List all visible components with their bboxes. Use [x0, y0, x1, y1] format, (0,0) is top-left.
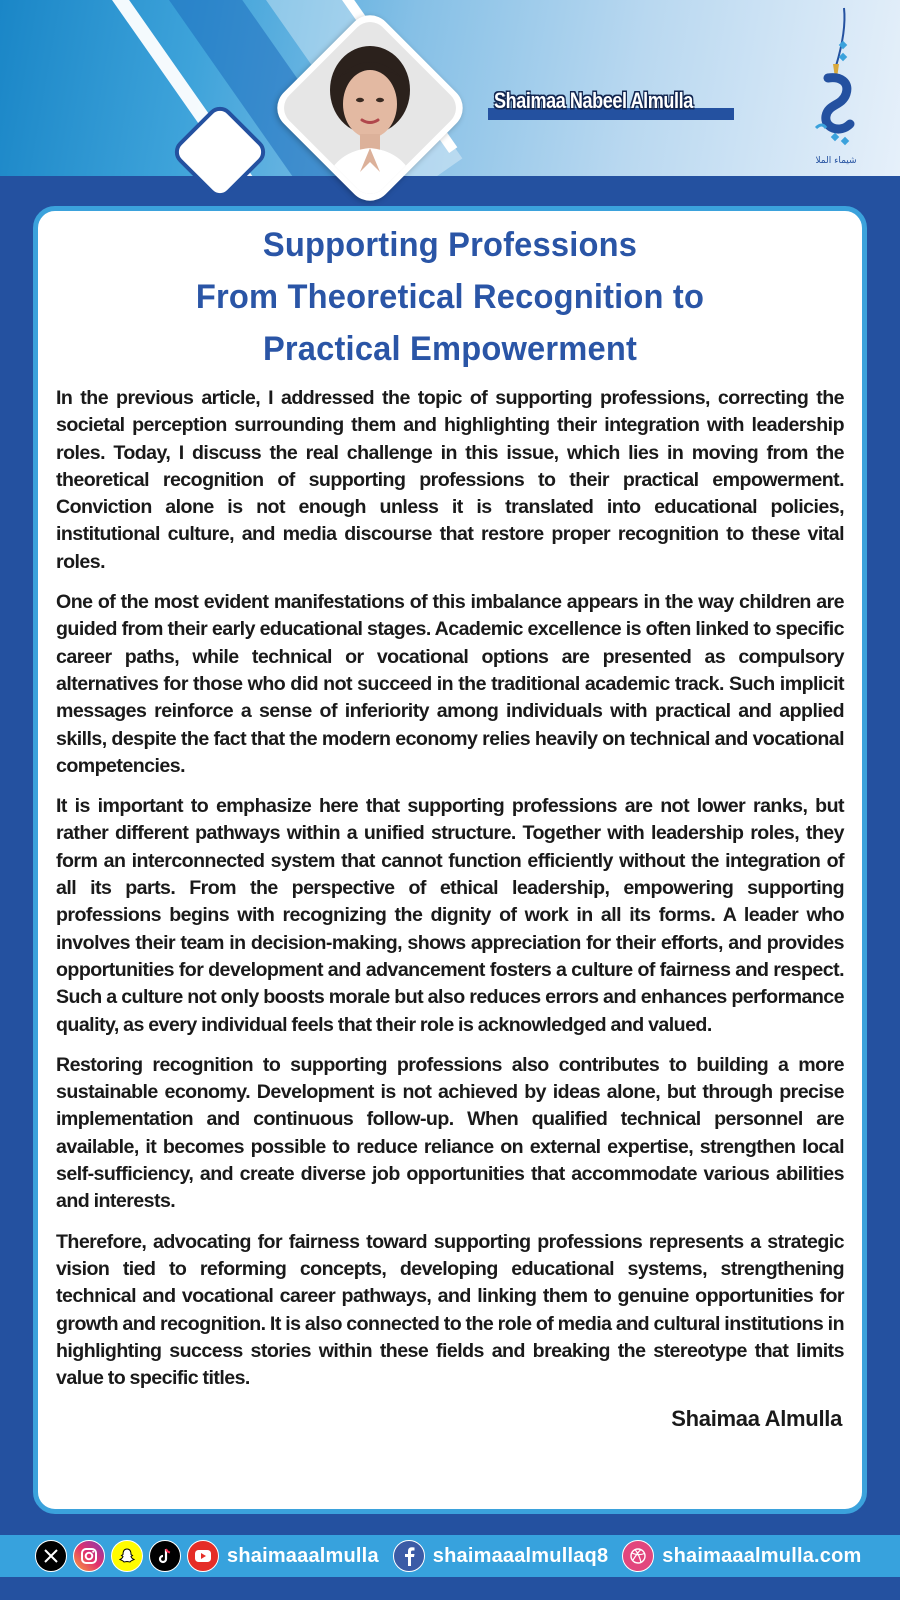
article-body: [56, 385, 844, 1392]
title-line: Supporting Professions: [262, 226, 638, 264]
header-divider-band: [0, 176, 900, 206]
website-link[interactable]: shaimaaalmulla.com: [662, 1544, 862, 1567]
pen-calligraphy-logo-icon: [806, 6, 866, 156]
article-paragraph: Restoring recognition to supporting professions also contributes to building a more sustainable economy. Development is not achieved by ideas alone, but through precise implementation and continuous follow-up. When qualified technical personnel are available, it becomes possible to reduce reliance on external expertise, strengthen local self-sufficiency, and create diverse job opportunities that accommodate various abilities and interests.: [56, 1053, 844, 1213]
x-icon[interactable]: [35, 1540, 67, 1572]
article-paragraph: It is important to emphasize here that supporting professions are not lower ranks, but rather different pathways within a unified structure. Together with leadership roles, they form an interconnected system that cannot function efficiently without the integration of all its parts. From the perspective of ethical leadership, empowering supporting professions begins with recognizing the dignity of work in all its forms. A leader who involves their team in decision-making, shows appreciation for their efforts, and provides opportunities for development and advancement fosters a culture of fairness and respect. Such a culture not only boosts morale but also reduces errors and enhances performance quality, as every individual feels that their role is acknowledged and valued.: [56, 795, 844, 1036]
social-footer: [0, 1535, 900, 1577]
author-name-plate: [488, 88, 734, 124]
instagram-icon[interactable]: [73, 1540, 105, 1572]
author-signature: Shaimaa Almulla: [671, 1406, 842, 1432]
tiktok-icon[interactable]: [149, 1540, 181, 1572]
article-card: [33, 206, 867, 1514]
website-globe-icon[interactable]: [622, 1540, 654, 1572]
article-paragraph: Therefore, advocating for fairness toward supporting professions represents a strategic vision tied to reforming concepts, developing educational systems, strengthening technical and vocational career pathways, and linking them to genuine opportunities for growth and recognition. It is also connected to the role of media and cultural institutions in highlighting success stories within these fields and breaking the stereotype that limits value to specific titles.: [56, 1230, 844, 1390]
logo-caption: شيماء الملا: [815, 156, 857, 166]
social-handle-main[interactable]: shaimaaalmulla: [227, 1544, 379, 1567]
article-title: [56, 219, 844, 375]
article-paragraph: In the previous article, I addressed the topic of supporting professions, correcting the societal perception surrounding them and highlighting their integration with leadership roles. Today, I discuss the real challenge in this issue, which lies in moving from the theoretical recognition of supporting professions to their practical empowerment. Conviction alone is not enough unless it is translated into educational policies, institutional culture, and media discourse that restore proper recognition to these vital roles.: [56, 387, 844, 573]
youtube-icon[interactable]: [187, 1540, 219, 1572]
author-name: Shaimaa Nabeel Almulla: [494, 88, 693, 113]
brand-logo: [806, 6, 866, 170]
snapchat-icon[interactable]: [111, 1540, 143, 1572]
facebook-icon[interactable]: [393, 1540, 425, 1572]
title-line: Practical Empowerment: [262, 330, 638, 368]
title-line: From Theoretical Recognition to: [195, 278, 705, 316]
article-paragraph: One of the most evident manifestations of this imbalance appears in the way children are guided from their early educational stages. Academic excellence is often linked to specific career paths, while technical or vocational options are presented as compulsory alternatives for those who did not succeed in the traditional academic track. Such implicit messages reinforce a sense of inferiority among individuals with practical and applied skills, despite the fact that the modern economy relies heavily on technical and vocational competencies.: [56, 591, 844, 777]
social-handle-facebook[interactable]: shaimaaalmullaq8: [432, 1544, 609, 1567]
